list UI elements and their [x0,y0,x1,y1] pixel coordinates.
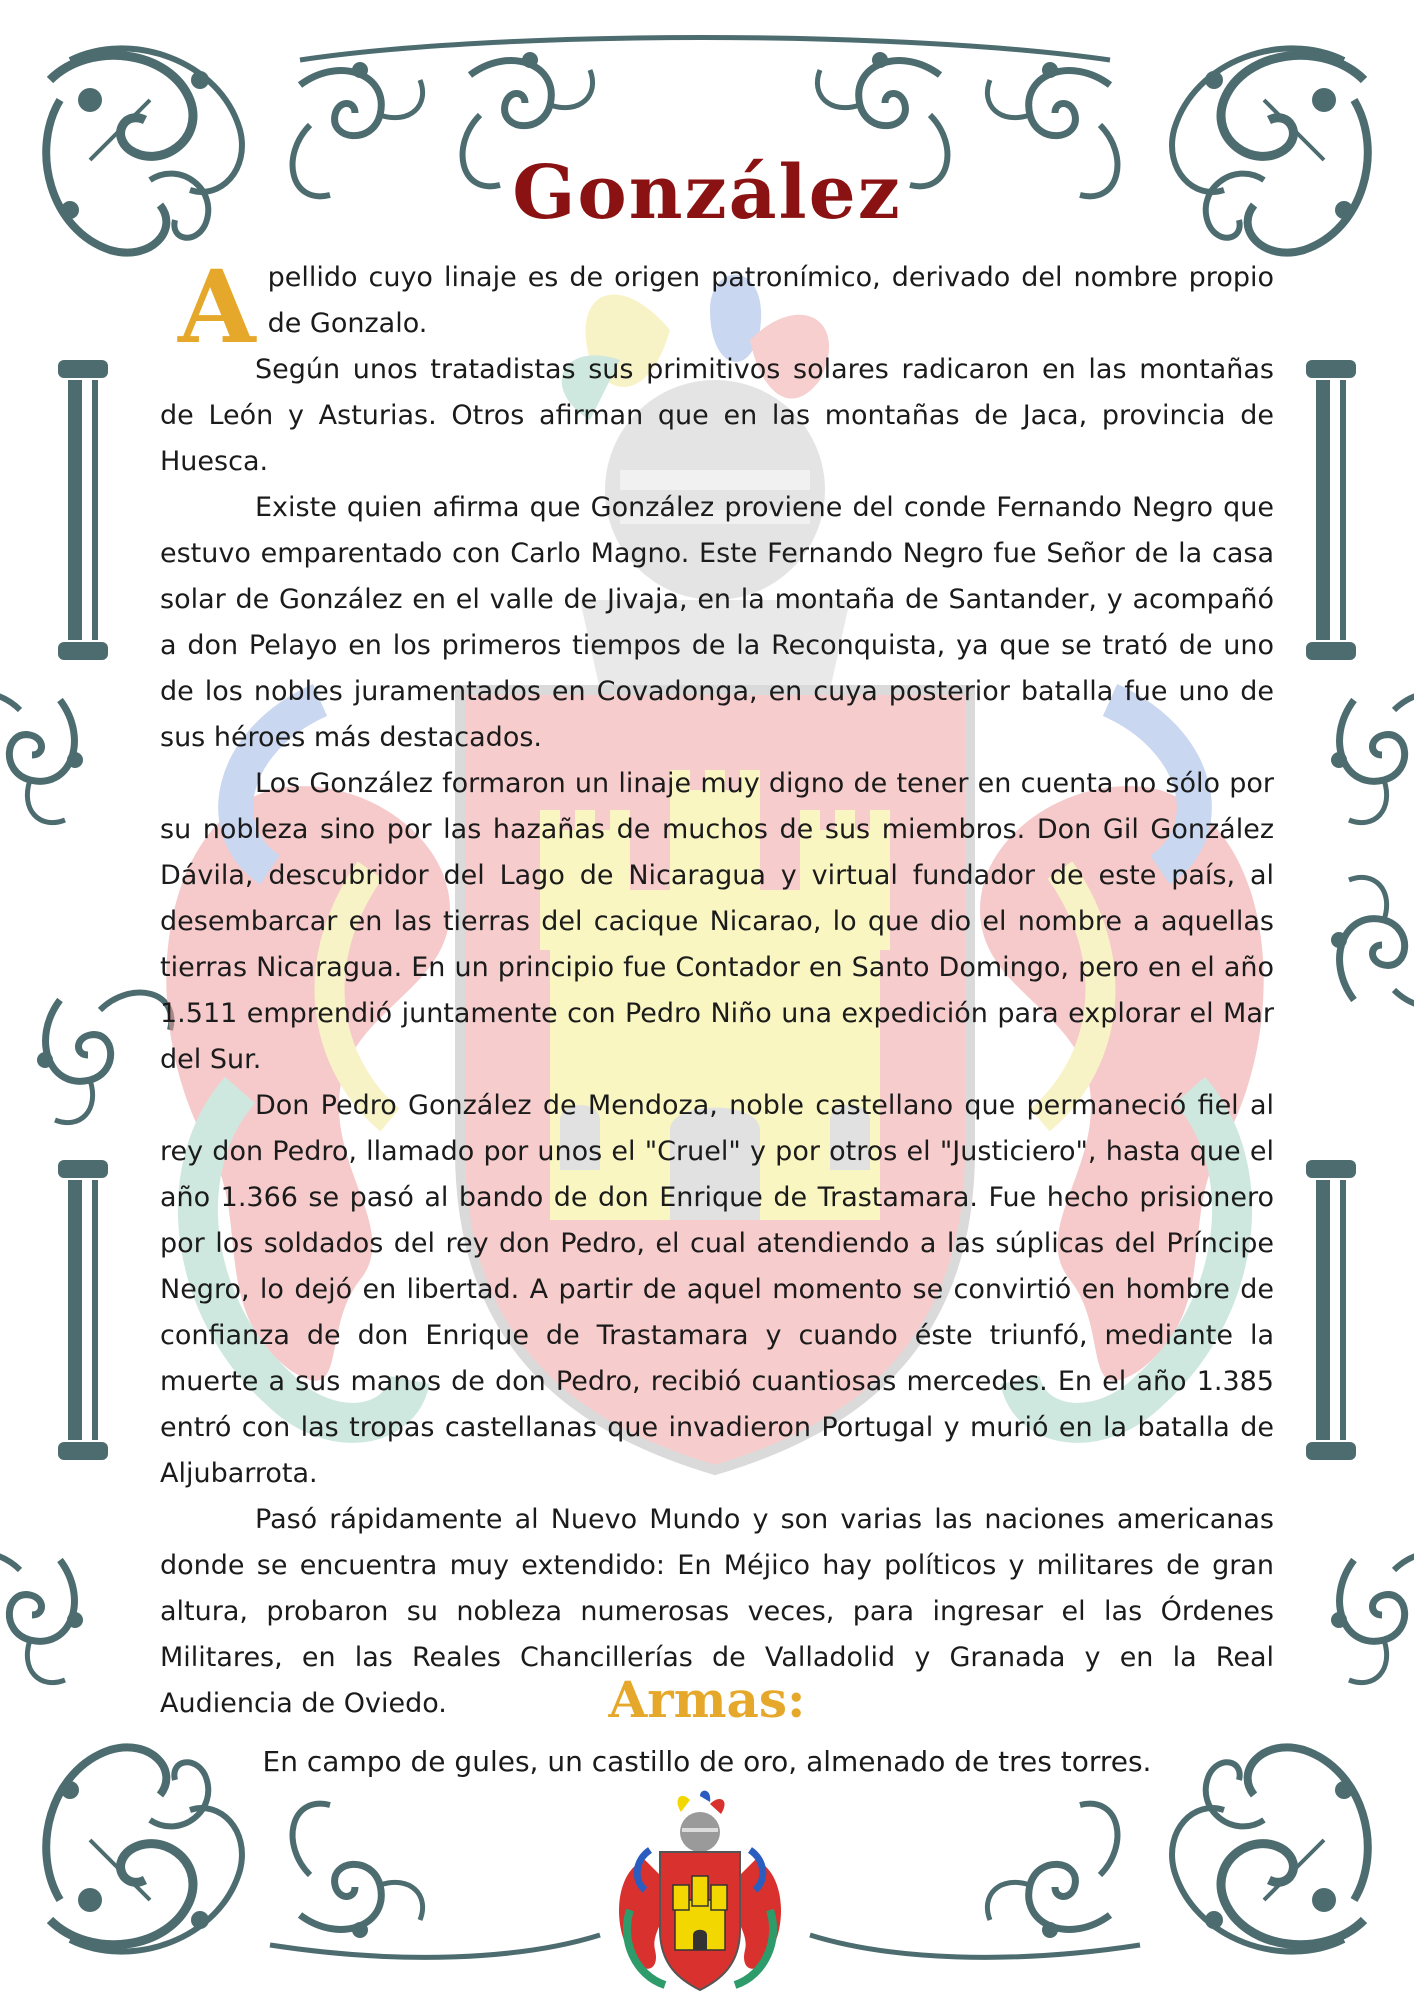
article-body [160,248,1274,1727]
armas-description: En campo de gules, un castillo de oro, almenado de tres torres. [262,1745,1152,1778]
coat-of-arms-crest [615,1790,785,1995]
paragraph-2: Según unos tratadistas sus primitivos solares radicaron en las montañas de León y Asturias. Otros afirman que en las montañas de Jaca, provincia de Huesca. [160,354,1274,477]
paragraph-6: Pasó rápidamente al Nuevo Mundo y son varias las naciones americanas donde se encuentra muy extendido: En Méjico hay políticos y militares de gran altura, probaron su nobleza numerosas veces, para ingresar el las Órdenes Militares, en las Reales Chancillerías de Valladolid y Granada y en la Real Audiencia de Oviedo. [160,1504,1274,1719]
armas-heading: Armas: [608,1670,806,1729]
paragraph-5: Don Pedro González de Mendoza, noble castellano que permaneció fiel al rey don Pedro, llamado por unos el "Cruel" y por otros el "Justiciero", hasta que el año 1.366 se pasó al bando de don Enrique de Trastamara. Fue hecho prisionero por los soldados del rey don Pedro, el cual atendiendo a las súplicas del Príncipe Negro, lo dejó en libertad. A partir de aquel momento se convirtió en hombre de confianza de don Enrique de Trastamara y cuando éste triunfó, mediante la muerte a sus manos de don Pedro, recibió cuantiosas mercedes. En el año 1.385 entró con las tropas castellanas que invadieron Portugal y murió en la batalla de Aljubarrota. [160,1090,1274,1489]
page-title: González [512,150,902,236]
paragraph-3: Existe quien afirma que González proviene del conde Fernando Negro que estuvo emparentado con Carlo Magno. Este Fernando Negro fue Señor de la casa solar de González en el valle de Jivaja, en la montaña de Santander, y acompañó a don Pelayo en los primeros tiempos de la Reconquista, ya que se trató de uno de los nobles juramentados en Covadonga, en cuya posterior batalla fue uno de sus héroes más destacados. [160,492,1274,753]
drop-cap: A [178,248,256,366]
paragraph-1: Apellido cuyo linaje es de origen patronímico, derivado del nombre propio de Gonzalo. [178,248,1274,366]
paragraph-4: Los González formaron un linaje muy digno de tener en cuenta no sólo por su nobleza sino por las hazañas de muchos de sus miembros. Don Gil González Dávila, descubridor del Lago de Nicaragua y virtual fundador de este país, al desembarcar en las tierras del cacique Nicarao, lo que dio el nombre a aquellas tierras Nicaragua. En un principio fue Contador en Santo Domingo, pero en el año 1.511 emprendió juntamente con Pedro Niño una expedición para explorar el Mar del Sur. [160,768,1274,1075]
